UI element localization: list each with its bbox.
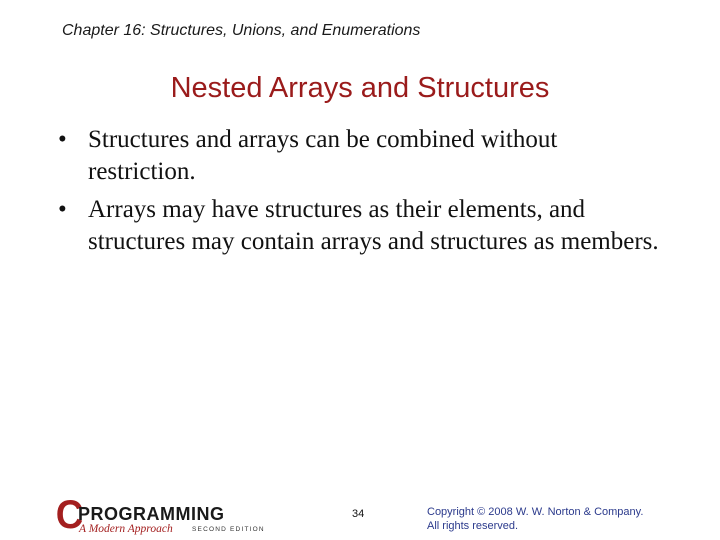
copyright-notice (427, 505, 707, 533)
bullet-text: Structures and arrays can be combined without restriction. (88, 126, 558, 185)
bullet-text: Arrays may have structures as their elements, and structures may contain arrays and structures as members. (88, 196, 659, 255)
copyright-line: Copyright © 2008 W. W. Norton & Company. (427, 506, 644, 518)
bullet-list (58, 124, 668, 264)
chapter-header: Chapter 16: Structures, Unions, and Enumerations (62, 22, 421, 39)
bullet-icon: • (58, 196, 67, 223)
book-logo (55, 493, 270, 540)
logo-word: PROGRAMMING (78, 504, 225, 524)
bullet-item (58, 124, 668, 188)
copyright-line: All rights reserved. (427, 520, 519, 532)
logo-letter: C (55, 493, 84, 537)
logo-subtitle: A Modern Approach (79, 523, 173, 535)
bullet-item (58, 194, 668, 258)
bullet-icon: • (58, 126, 67, 153)
page-number: 34 (352, 508, 365, 520)
logo-edition: SECOND EDITION (192, 526, 265, 533)
slide-title: Nested Arrays and Structures (170, 72, 550, 104)
